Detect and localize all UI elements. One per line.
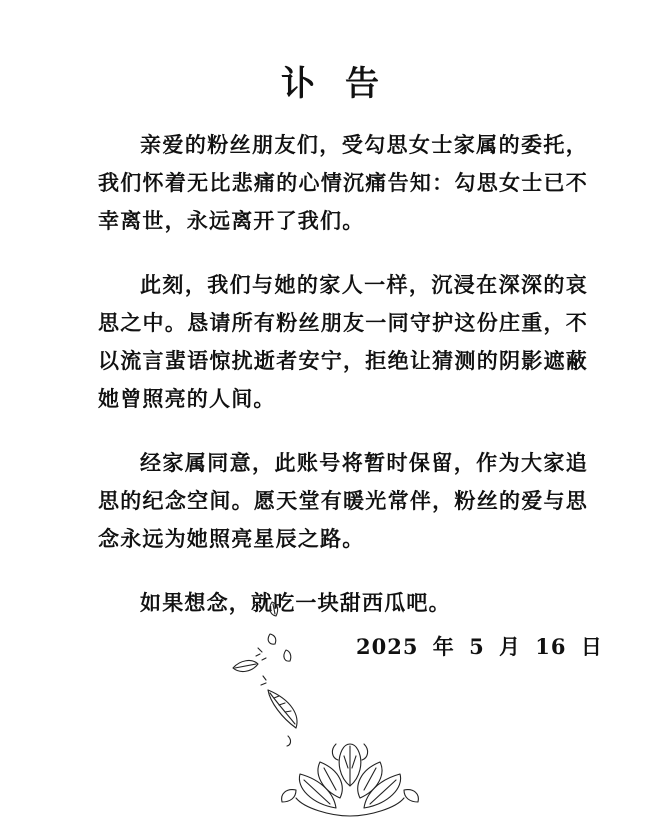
paragraph-2: 此刻，我们与她的家人一样，沉浸在深深的哀思之中。恳请所有粉丝朋友一同守护这份庄重，不以流言蜚语惊扰逝者安宁，拒绝让猜测的阴影遮蔽她曾照亮的人间。 xyxy=(98,272,588,411)
notice-date: 2025 年 5 月 16 日 xyxy=(356,634,603,659)
notice-body xyxy=(98,126,588,622)
lotus-flower xyxy=(282,744,419,816)
page-title: 讣告 xyxy=(281,64,409,104)
paragraph-3: 经家属同意，此账号将暂时保留，作为大家追思的纪念空间。愿天堂有暖光常伴，粉丝的爱与思念永远为她照亮星辰之路。 xyxy=(98,450,588,551)
paragraph-4: 如果想念，就吃一块甜西瓜吧。 xyxy=(140,590,451,615)
falling-petals-illustration xyxy=(233,602,297,746)
paragraph-1: 亲爱的粉丝朋友们，受勾思女士家属的委托，我们怀着无比悲痛的心情沉痛告知：勾思女士已不幸离世，永远离开了我们。 xyxy=(98,132,588,233)
lotus-illustration xyxy=(0,590,660,817)
